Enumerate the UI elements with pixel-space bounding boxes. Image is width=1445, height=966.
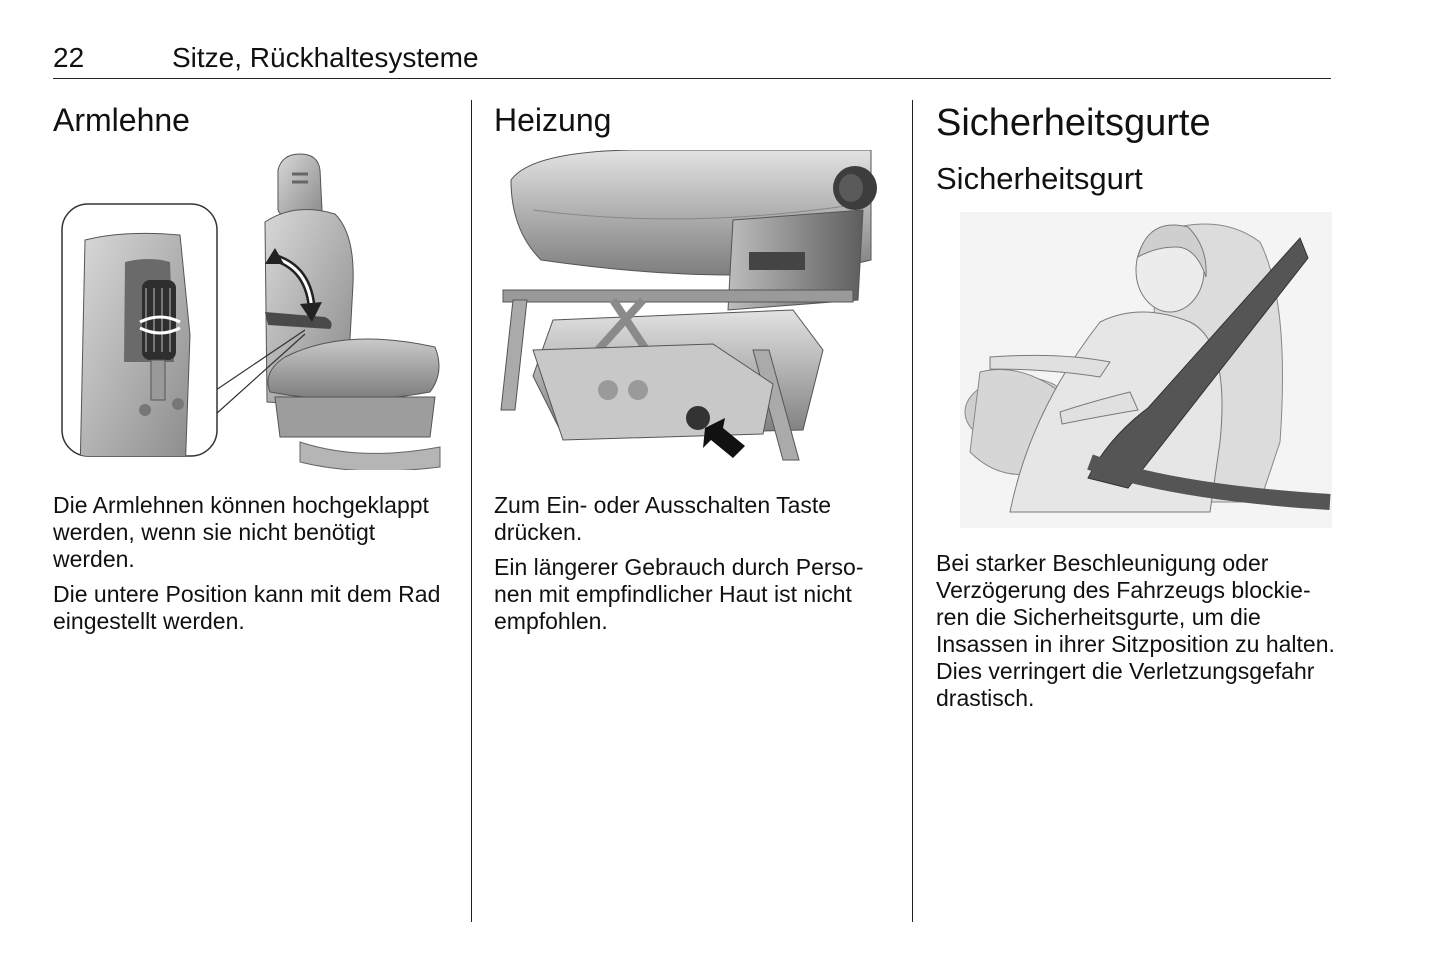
paragraph: Die Armlehnen können hochgeklappt werden, wenn sie nicht benötigt werden. — [53, 492, 429, 572]
section-heading: Heizung — [494, 102, 612, 138]
paragraph: Zum Ein- oder Ausschalten Taste drücken. — [494, 492, 832, 545]
column-divider — [471, 100, 472, 922]
paragraph: Die untere Position kann mit dem Rad eingestellt werden. — [53, 581, 441, 634]
section-heading: Armlehne — [53, 102, 190, 138]
armrest-section — [53, 100, 453, 140]
subsection-heading: Sicherheitsgurt — [936, 161, 1143, 196]
paragraph: Bei starker Beschleunigung oder Verzögerung des Fahrzeugs blockieren die Sicherheitsgurte, um die Insassen in ihrer Sitzposition zu halten. Dies verringert die Verletzungsgefahr drastisch. — [936, 550, 1335, 711]
page-number: 22 — [53, 42, 85, 73]
column-divider — [912, 100, 913, 922]
heating-section — [494, 100, 894, 140]
page-header — [53, 42, 1331, 79]
paragraph: Ein längerer Gebrauch durch Personen mit empfindlicher Haut ist nicht empfohlen. — [494, 554, 864, 634]
section-heading: Sicherheitsgurte — [936, 102, 1211, 144]
seatbelt-text — [936, 550, 1336, 712]
heating-illustration — [493, 150, 883, 472]
armrest-text — [53, 492, 453, 635]
armrest-illustration — [60, 152, 450, 470]
seatbelt-illustration — [960, 212, 1332, 528]
heating-text — [494, 492, 884, 635]
seatbelt-section — [936, 100, 1336, 198]
chapter-title: Sitze, Rückhaltesysteme — [172, 42, 479, 73]
